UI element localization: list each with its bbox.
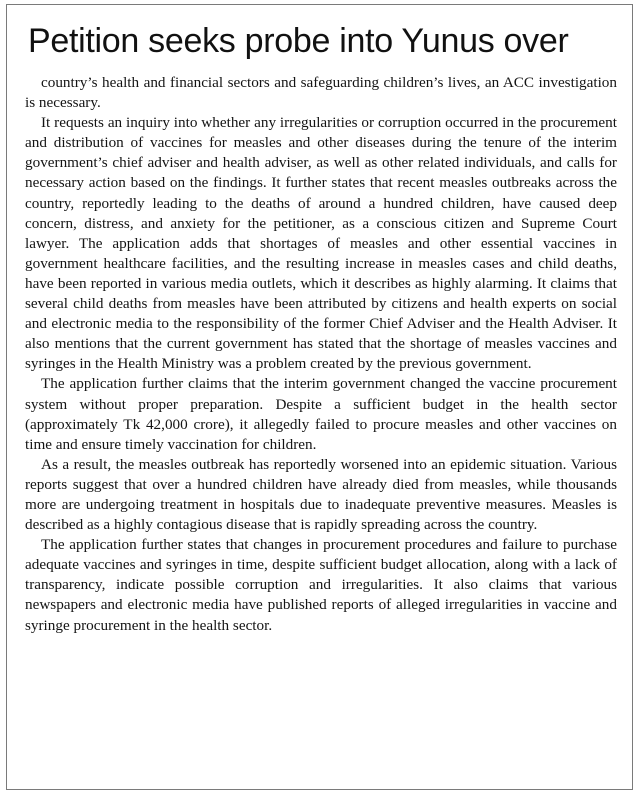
article-headline: Petition seeks probe into Yunus over: [28, 22, 569, 60]
article-paragraph: country’s health and financial sectors and safeguarding children’s lives, an ACC investigation is necessary.: [25, 74, 617, 112]
article-paragraph: As a result, the measles outbreak has reportedly worsened into an epidemic situation. Various reports suggest that over a hundred children have already died from measles, while thousands more are undergoing treatment in hospitals due to inadequate preventive measures. Measles is described as a highly contagious disease that is rapidly spreading across the country.: [25, 455, 617, 534]
article-frame: [6, 4, 633, 790]
article-paragraph: It requests an inquiry into whether any irregularities or corruption occurred in the procurement and distribution of vaccines for measles and other diseases during the tenure of the interim government’s chief adviser and health adviser, as well as other related individuals, and calls for necessary action based on the findings. It further states that recent measles outbreaks across the country, reportedly leading to the deaths of around a hundred children, have caused deep concern, distress, and anxiety for the petitioner, as a conscious citizen and Supreme Court lawyer. The application adds that shortages of measles and other essential vaccines in government healthcare facilities, and the resulting increase in measles cases and child deaths, have been reported in various media outlets, which it describes as highly alarming. It claims that several child deaths from measles have been attributed by citizens and health experts on social and electronic media to the responsibility of the former Chief Adviser and the Health Adviser. It also mentions that the current government has stated that the shortage of measles vaccines and syringes in the Health Ministry was a problem created by the previous government.: [25, 114, 617, 373]
article-body: [25, 73, 617, 636]
article-paragraph: The application further states that changes in procurement procedures and failure to purchase adequate vaccines and syringes in time, despite sufficient budget allocation, along with a lack of transparency, indicate possible corruption and irregularities. It also claims that various newspapers and electronic media have published reports of alleged irregularities in vaccine and syringe procurement in the health sector.: [25, 536, 617, 634]
article-paragraph: The application further claims that the interim government changed the vaccine procurement system without proper preparation. Despite a sufficient budget in the health sector (approximately Tk 42,000 crore), it allegedly failed to procure measles and other vaccines on time and ensure timely vaccination for children.: [25, 375, 617, 453]
